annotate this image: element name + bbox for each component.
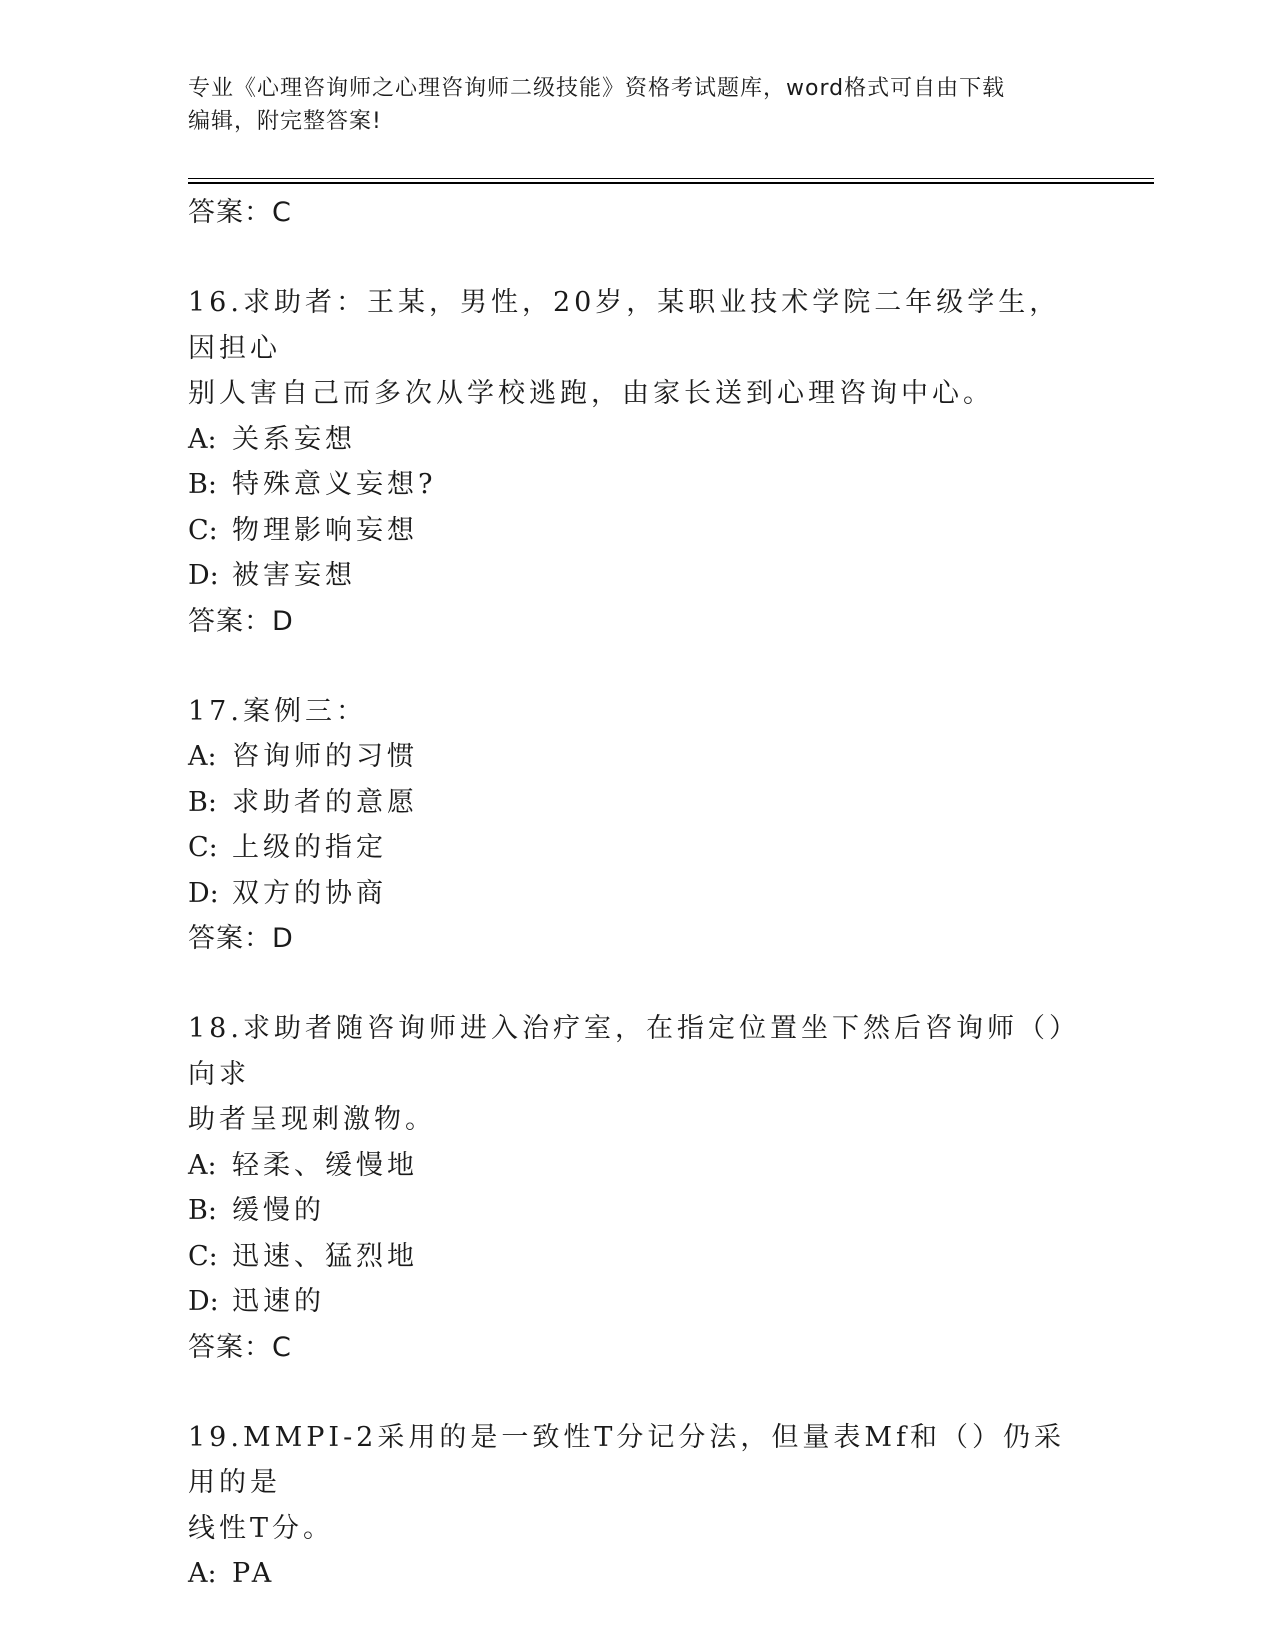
option-label: 迅速、猛烈地 [232, 1240, 418, 1272]
option-key: C: [188, 514, 218, 546]
option-c [188, 508, 1088, 554]
option-a [188, 1551, 1088, 1597]
option-label: 咨询师的习惯 [232, 741, 418, 772]
option-key: D: [188, 560, 219, 591]
option-a [188, 1143, 1088, 1189]
option-c [188, 1234, 1088, 1280]
option-label: PA [232, 1558, 276, 1589]
header-line-2: 编辑，附完整答案! [188, 109, 382, 134]
option-a [188, 417, 1088, 463]
option-d [188, 871, 1088, 917]
option-key: B: [188, 1195, 217, 1226]
option-label: 特殊意义妄想? [232, 469, 437, 500]
option-key: A: [188, 741, 217, 772]
question-text-line: 19.MMPI-2采用的是一致性T分记分法，但量表Mf和（）仍采用的是 [188, 1421, 1066, 1498]
option-label: 被害妄想 [232, 560, 356, 591]
option-key: D: [188, 1286, 219, 1317]
question-text-line: 线性T分。 [188, 1512, 335, 1544]
option-b [188, 1188, 1088, 1234]
option-b [188, 462, 1088, 508]
answer-line: 答案：D [188, 923, 294, 954]
option-label: 轻柔、缓慢地 [232, 1149, 418, 1181]
option-key: C: [188, 1240, 218, 1272]
option-b [188, 780, 1088, 826]
option-key: C: [188, 832, 218, 863]
option-label: 缓慢的 [232, 1195, 325, 1226]
question-text-line: 别人害自己而多次从学校逃跑，由家长送到心理咨询中心。 [188, 378, 994, 409]
question-text-line: 16.求助者：王某，男性，20岁，某职业技术学院二年级学生，因担心 [188, 287, 1061, 364]
option-a [188, 734, 1088, 780]
option-key: B: [188, 786, 217, 818]
option-key: B: [188, 469, 217, 500]
header-divider-thin [188, 178, 1154, 179]
question-list [188, 190, 1088, 1597]
question-text-line: 助者呈现刺激物。 [188, 1104, 436, 1135]
question-16 [188, 280, 1088, 645]
question-18 [188, 1006, 1088, 1371]
question-19 [188, 1415, 1088, 1597]
option-label: 物理影响妄想 [232, 514, 418, 546]
option-label: 关系妄想 [232, 423, 356, 455]
option-key: A: [188, 423, 217, 455]
option-d [188, 553, 1088, 599]
option-label: 上级的指定 [232, 832, 387, 863]
option-key: D: [188, 877, 219, 909]
question-17 [188, 689, 1088, 963]
option-key: A: [188, 1149, 217, 1181]
document-header [188, 72, 1088, 138]
answer-line: 答案：C [188, 197, 292, 228]
question-text-line: 17.案例三： [188, 695, 367, 727]
question-text-line: 18.求助者随咨询师进入治疗室，在指定位置坐下然后咨询师（）向求 [188, 1013, 1080, 1090]
option-label: 求助者的意愿 [232, 786, 418, 818]
option-label: 双方的协商 [232, 877, 387, 909]
header-line-1: 专业《心理咨询师之心理咨询师二级技能》资格考试题库，word格式可自由下载 [188, 76, 1006, 101]
option-label: 迅速的 [232, 1286, 325, 1317]
option-c [188, 825, 1088, 871]
option-d [188, 1279, 1088, 1325]
header-divider-thick [188, 182, 1154, 184]
option-key: A: [188, 1558, 217, 1589]
answer-line: 答案：C [188, 1331, 292, 1363]
answer-line: 答案：D [188, 605, 294, 637]
